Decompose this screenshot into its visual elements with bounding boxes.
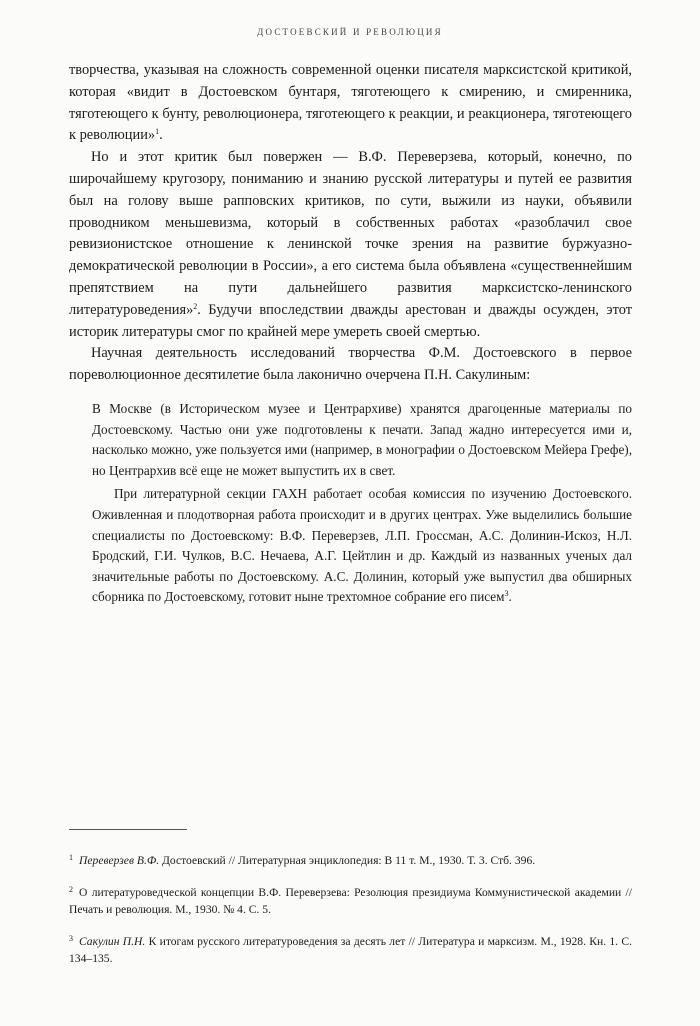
footnote-author: Переверзев В.Ф. (79, 854, 160, 867)
footnote-author: Сакулин П.Н. (79, 934, 146, 948)
footnotes (69, 849, 632, 979)
paragraph-text: Научная деятельность исследований творчества Ф.М. Достоевского в первое пореволюционное десятилетие была лаконично очерчена П.Н. Сакулиным: (69, 345, 632, 384)
footnote-text: К итогам русского литературоведения за десять лет // Литература и марксизм. М., 1928. Кн. 1. С. 134–135. (69, 934, 632, 965)
footnote (69, 849, 632, 870)
footnote-number: 3 (69, 933, 73, 943)
quote-paragraph (92, 399, 632, 481)
footnote-text: О литературоведческой концепции В.Ф. Переверзева: Резолюция президиума Коммунистической академии // Печать и революция. М., 1930. № 4. С. 5. (69, 885, 632, 916)
paragraph (69, 343, 632, 387)
footnote-ref: 1 (155, 127, 160, 137)
footnote-number: 2 (69, 884, 73, 894)
paragraph-text: Но и этот критик был повержен — В.Ф. Переверзева, который, конечно, по широчайшему кругозору, пониманию и знанию русской литературы и путей ее развития был на голову выше рапповских критиков, по сути, выжили из науки, объявили проводником меньшевизма, который в собственных работах «разоблачил свое ревизионистское отношение к ленинской точке зрения на развитие буржуазно-демократической революции в России», а его система была объявлена «существеннейшим препятствием на пути дальнейшего развития марксистско-ленинского литературоведения» (69, 149, 632, 318)
footnote-text: Достоевский // Литературная энциклопедия: В 11 т. М., 1930. Т. 3. Стб. 396. (159, 854, 536, 867)
paragraph-text-tail: . Будучи впоследствии дважды арестован и дважды осужден, этот историк литературы смог по крайней мере умереть своей смертью. (69, 301, 632, 340)
footnote (69, 881, 632, 919)
quote-text: При литературной секции ГАХН работает особая комиссия по изучению Достоевского. Оживленная и плодотворная работа происходит и в других центрах. Уже выделились большие специалисты по Достоевскому: В.Ф. Переверзев, Л.П. Гроссман, А.С. Долинин-Искоз, Н.Л. Бродский, Г.И. Чулков, В.С. Нечаева, А.Г. Цейтлин и др. Каждый из названных ученых дал значительные работы по Достоевскому. А.С. Долинин, который уже выпустил два обширных сборника по Достоевскому, готовит ныне трехтомное собрание его писем (92, 486, 632, 605)
paragraph-text: творчества, указывая на сложность современной оценки писателя марксистской критикой, которая «видит в Достоевском бунтаря, тяготеющего к смирению, и смиренника, тяготеющего к бунту, революционера, тяготеющего к реакции, и реакционера, тяготеющего к революции» (69, 62, 632, 144)
footnote-number: 1 (69, 853, 73, 862)
footnote-ref: 3 (504, 589, 509, 599)
running-head: ДОСТОЕВСКИЙ И РЕВОЛЮЦИЯ (257, 27, 443, 37)
quote-text: В Москве (в Историческом музее и Центрархиве) хранятся драгоценные материалы по Достоевскому. Частью они уже подготовлены к печати. Запад жадно интересуется ими и, насколько можно, уже пользуется ими (например, в монографии о Достоевском Мейера Грефе), но Центрархив всё еще не может выпустить их в свет. (92, 401, 632, 478)
paragraph: творчества, указывая на сложность современной оценки писателя марксистской критикой, которая «видит в Достоевском бунтаря, тяготеющего к смирению, и смиренника, тяготеющего к бунту, революционера, тяготеющего к реакции, и реакционера, тяготеющего к революции»$^1$. (69, 62, 632, 144)
block-quote (92, 399, 632, 608)
paragraph (69, 147, 632, 343)
footnote-ref: 2 (193, 301, 198, 311)
footnote-divider (69, 829, 187, 830)
main-text (69, 60, 632, 387)
footnote (69, 930, 632, 968)
quote-paragraph: При литературной секции ГАХН работает особая комиссия по изучению Достоевского. Оживленная и плодотворная работа происходит и в других центрах. Уже выделились большие специалисты по Достоевскому: В.Ф. Переверзев, Л.П. Гроссман, А.С. Долинин-Искоз, Н.Л. Бродский, Г.И. Чулков, В.С. Нечаева, А.Г. Цейтлин и др. Каждый из названных ученых дал значительные работы по Достоевскому. А.С. Долинин, который уже выпустил два обширных сборника по Достоевскому, готовит ныне трехтомное собрание его писем$^3$. (92, 486, 632, 605)
